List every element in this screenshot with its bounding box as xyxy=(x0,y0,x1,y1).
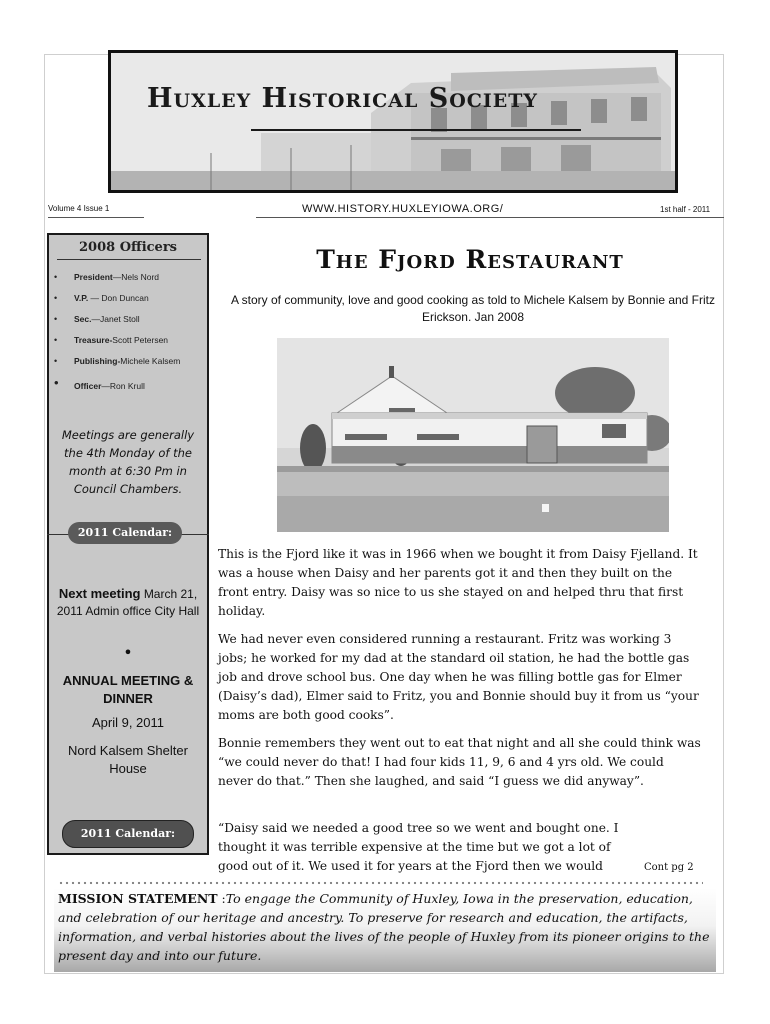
officer-item xyxy=(49,292,207,313)
article-paragraph-1: This is the Fjord like it was in 1966 when we bought it from Daisy Fjelland. It was a house when Daisy and her parents got it and then they built on the front entry. Daisy was so nice to us she stayed on and helped thru that first holiday. xyxy=(218,547,698,618)
masthead-banner xyxy=(108,50,678,193)
officer-role: Officer xyxy=(74,381,102,391)
calendar-badge: 2011 Calendar: xyxy=(68,522,182,544)
title-underline xyxy=(251,129,581,131)
officer-name: Ron Krull xyxy=(109,381,145,391)
society-title: Huxley Historical Society xyxy=(147,83,538,114)
officer-item xyxy=(49,271,207,292)
officer-name: Don Duncan xyxy=(101,293,149,303)
officers-divider xyxy=(57,259,201,260)
officers-heading: 2008 Officers xyxy=(79,240,177,255)
calendar-line-left xyxy=(47,534,69,535)
officer-separator: — xyxy=(112,272,122,282)
officer-role: President xyxy=(74,272,113,282)
officer-item xyxy=(49,375,207,401)
mission-statement-box xyxy=(54,888,716,972)
officer-name: Nels Nord xyxy=(121,272,160,282)
dotted-divider xyxy=(58,881,703,885)
info-divider-right xyxy=(256,217,724,218)
issue-period: 1st half - 2011 xyxy=(660,205,711,214)
officer-item xyxy=(49,313,207,334)
calendar-line-right xyxy=(181,534,209,535)
restaurant-photo xyxy=(277,338,669,532)
officer-role: Treasure- xyxy=(74,335,113,345)
bullet-icon: • xyxy=(54,356,58,366)
bullet-icon: • xyxy=(54,293,58,303)
officer-separator: — xyxy=(88,293,102,303)
officer-item xyxy=(49,334,207,355)
officer-name: Michele Kalsem xyxy=(120,356,181,366)
volume-issue: Volume 4 Issue 1 xyxy=(48,204,110,213)
mission-text: To engage the Community of Huxley, Iowa in the preservation, education, and celebration of our heritage and ancestry. To preserve for research and education, the artifacts, information, and verbal histories about the lives of the people of Huxley from its pioneer origins to the present day and into our future. xyxy=(58,891,710,963)
meetings-note: Meetings are generally the 4th Monday of the month at 6:30 Pm in Council Chambers. xyxy=(61,428,195,496)
continued-note: Cont pg 2 xyxy=(644,862,694,873)
officer-separator: — xyxy=(91,314,100,324)
bullet-icon: • xyxy=(54,314,58,324)
historic-building-photo xyxy=(111,53,675,190)
mission-label: MISSION STATEMENT xyxy=(58,891,218,906)
mission-statement xyxy=(54,888,716,966)
mission-separator: : xyxy=(217,891,226,906)
annual-meeting-date: April 9, 2011 xyxy=(91,715,165,730)
bullet-icon: • xyxy=(54,272,58,282)
website-url[interactable]: WWW.HISTORY.HUXLEYIOWA.ORG/ xyxy=(302,203,504,215)
officer-list xyxy=(49,271,207,401)
officer-name: Scott Petersen xyxy=(112,335,169,345)
sidebar-bullet: • xyxy=(123,643,133,662)
article-paragraph-3: Bonnie remembers they went out to eat that night and all she could think was “we could never do that! I had four kids 11, 9, 6 and 4 yrs old. We could never do that.” Then she laughed, and said “I guess we did anyway”. xyxy=(218,736,701,788)
article-paragraph-2: We had never even considered running a restaurant. Fritz was working 3 jobs; he worked for my dad at the standard oil station, he had the bottle gas job and drove school bus. One day when he was filling bottle gas for Elmer (Daisy’s dad), Elmer said to Fritz, you and Bonnie should buy it from us “your moms are both good cooks”. xyxy=(218,632,699,722)
info-divider-left xyxy=(48,217,144,218)
bullet-icon: • xyxy=(54,335,58,345)
officer-role: Publishing- xyxy=(74,356,121,366)
officer-role: Sec. xyxy=(74,314,92,324)
officer-item xyxy=(49,355,207,376)
calendar-badge-bottom: 2011 Calendar: xyxy=(62,820,194,848)
officer-separator: — xyxy=(101,381,110,391)
annual-meeting-location: Nord Kalsem Shelter House xyxy=(68,743,188,776)
article-subtitle: A story of community, love and good cooking as told to Michele Kalsem by Bonnie and Fritz Erickson. Jan 2008 xyxy=(230,293,716,324)
article-title: The Fjord Restaurant xyxy=(316,245,624,274)
officer-name: Janet Stoll xyxy=(100,314,140,324)
bullet-icon: • xyxy=(54,375,59,390)
next-meeting-info xyxy=(47,585,209,620)
next-meeting-label: Next meeting xyxy=(58,586,141,601)
officer-role: V.P. xyxy=(74,293,89,303)
annual-meeting-heading: ANNUAL MEETING & DINNER xyxy=(62,673,194,706)
next-meeting-text: March 21, 2011 Admin office City Hall xyxy=(56,587,200,618)
article-paragraph-4: “Daisy said we needed a good tree so we went and bought one. I thought it was terrible expensive at the time but we got a lot of good out of it. We used it for years at the Fjord then we would xyxy=(218,821,619,873)
